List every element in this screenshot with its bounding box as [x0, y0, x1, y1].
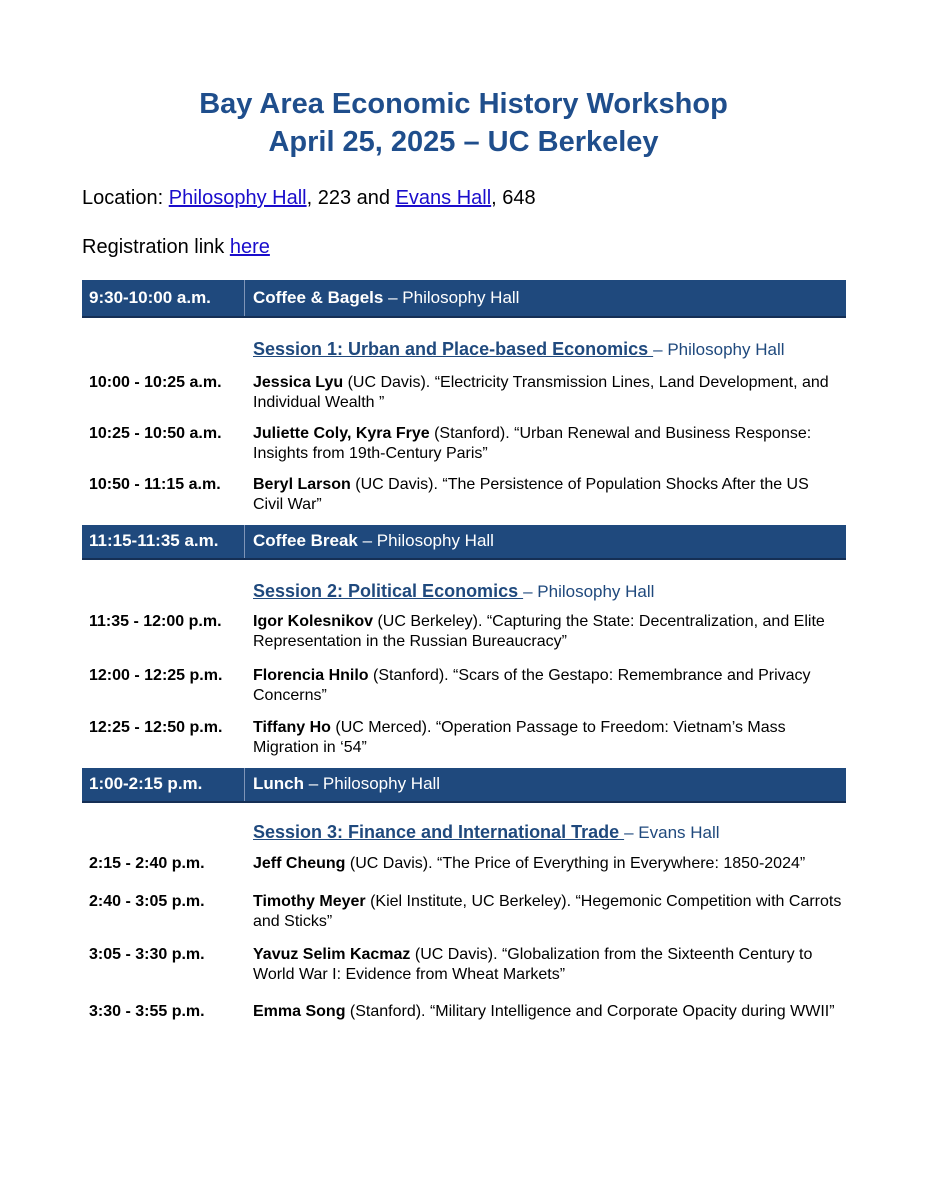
- talk-details: [253, 892, 843, 932]
- schedule-band-coffee: [82, 280, 846, 318]
- talk-time: 10:25 - 10:50 a.m.: [89, 425, 222, 442]
- page-subtitle: April 25, 2025 – UC Berkeley: [268, 126, 659, 158]
- band-title: Coffee Break: [253, 531, 358, 550]
- venue1-room: , 223 and: [306, 187, 396, 209]
- talk-time: 3:05 - 3:30 p.m.: [89, 946, 205, 963]
- talk-authors: Juliette Coly, Kyra Frye: [253, 425, 430, 442]
- talk-details: [253, 475, 843, 515]
- talk-time: 2:15 - 2:40 p.m.: [89, 855, 205, 872]
- talk-title: (Stanford). “Scars of the Gestapo: Remembrance and Privacy Concerns”: [253, 667, 811, 704]
- talk-time: 2:40 - 3:05 p.m.: [89, 893, 205, 910]
- band-place: – Philosophy Hall: [357, 531, 494, 550]
- band-divider: [244, 768, 245, 801]
- talk-time: 12:00 - 12:25 p.m.: [89, 667, 223, 684]
- band-time: 1:00-2:15 p.m.: [89, 774, 203, 793]
- philosophy-hall-link[interactable]: Philosophy Hall: [168, 187, 307, 209]
- talk-authors: Tiffany Ho: [253, 719, 331, 736]
- talk-time: 3:30 - 3:55 p.m.: [89, 1003, 205, 1020]
- band-divider: [244, 525, 245, 558]
- band-divider: [244, 280, 245, 316]
- schedule-band-lunch: [82, 768, 846, 803]
- talk-authors: Jessica Lyu: [253, 374, 344, 391]
- talk-time: 12:25 - 12:50 p.m.: [89, 719, 223, 736]
- talk-time: 10:00 - 10:25 a.m.: [89, 374, 222, 391]
- session-heading-2: [253, 581, 654, 602]
- session-name: Session 1: Urban and Place-based Economics: [253, 339, 654, 359]
- talk-title: (UC Merced). “Operation Passage to Freedom: Vietnam’s Mass Migration in ‘54”: [253, 719, 786, 756]
- talk-details: [253, 612, 843, 652]
- session-place: – Evans Hall: [624, 823, 720, 842]
- talk-details: [253, 945, 843, 985]
- talk-details: [253, 718, 843, 758]
- band-place: – Philosophy Hall: [383, 288, 520, 307]
- session-heading-3: [253, 822, 720, 843]
- venue2-room: , 648: [491, 187, 536, 209]
- schedule-band-coffee-break: [82, 525, 846, 560]
- talk-time: 10:50 - 11:15 a.m.: [89, 476, 221, 493]
- band-title: Lunch: [253, 774, 304, 793]
- band-description: [253, 531, 494, 551]
- talk-title: (UC Davis). “The Persistence of Population Shocks After the US Civil War”: [253, 476, 809, 513]
- registration-prefix: Registration link: [82, 236, 230, 258]
- session-name: Session 2: Political Economics: [253, 581, 524, 601]
- talk-title: (UC Davis). “The Price of Everything in Everywhere: 1850-2024”: [345, 855, 806, 872]
- talk-title: (UC Davis). “Globalization from the Sixteenth Century to World War I: Evidence from Wheat Markets”: [253, 946, 813, 983]
- session-place: – Philosophy Hall: [523, 582, 655, 601]
- location-line: [82, 187, 536, 210]
- talk-authors: Emma Song: [253, 1003, 346, 1020]
- talk-authors: Timothy Meyer: [253, 893, 366, 910]
- band-place: – Philosophy Hall: [304, 774, 441, 793]
- talk-title: (UC Davis). “Electricity Transmission Lines, Land Development, and Individual Wealth ”: [253, 374, 829, 411]
- talk-details: [253, 1002, 843, 1022]
- session-place: – Philosophy Hall: [653, 340, 785, 359]
- talk-details: [253, 424, 843, 464]
- band-time: 9:30-10:00 a.m.: [89, 288, 211, 307]
- session-heading-1: [253, 339, 785, 360]
- talk-time: 11:35 - 12:00 p.m.: [89, 613, 222, 630]
- talk-authors: Igor Kolesnikov: [253, 613, 374, 630]
- band-description: [253, 774, 440, 794]
- talk-authors: Florencia Hnilo: [253, 667, 369, 684]
- band-time: 11:15-11:35 a.m.: [89, 531, 219, 550]
- registration-line: [82, 236, 270, 259]
- band-title: Coffee & Bagels: [253, 288, 384, 307]
- evans-hall-link[interactable]: Evans Hall: [395, 187, 492, 209]
- talk-title: (Stanford). “Urban Renewal and Business Response: Insights from 19th-Century Paris”: [253, 425, 812, 462]
- talk-title: (Kiel Institute, UC Berkeley). “Hegemonic Competition with Carrots and Sticks”: [253, 893, 842, 930]
- band-description: [253, 288, 519, 308]
- talk-details: [253, 854, 843, 874]
- talk-details: [253, 373, 843, 413]
- talk-title: (UC Berkeley). “Capturing the State: Decentralization, and Elite Representation in the Russian Bureaucracy”: [253, 613, 825, 650]
- session-name: Session 3: Finance and International Trade: [253, 822, 625, 842]
- talk-title: (Stanford). “Military Intelligence and Corporate Opacity during WWII”: [345, 1003, 835, 1020]
- talk-authors: Beryl Larson: [253, 476, 351, 493]
- talk-authors: Yavuz Selim Kacmaz: [253, 946, 411, 963]
- talk-details: [253, 666, 843, 706]
- talk-authors: Jeff Cheung: [253, 855, 346, 872]
- location-prefix: Location:: [82, 187, 169, 209]
- registration-link[interactable]: here: [229, 236, 270, 258]
- page-title: Bay Area Economic History Workshop: [199, 88, 728, 120]
